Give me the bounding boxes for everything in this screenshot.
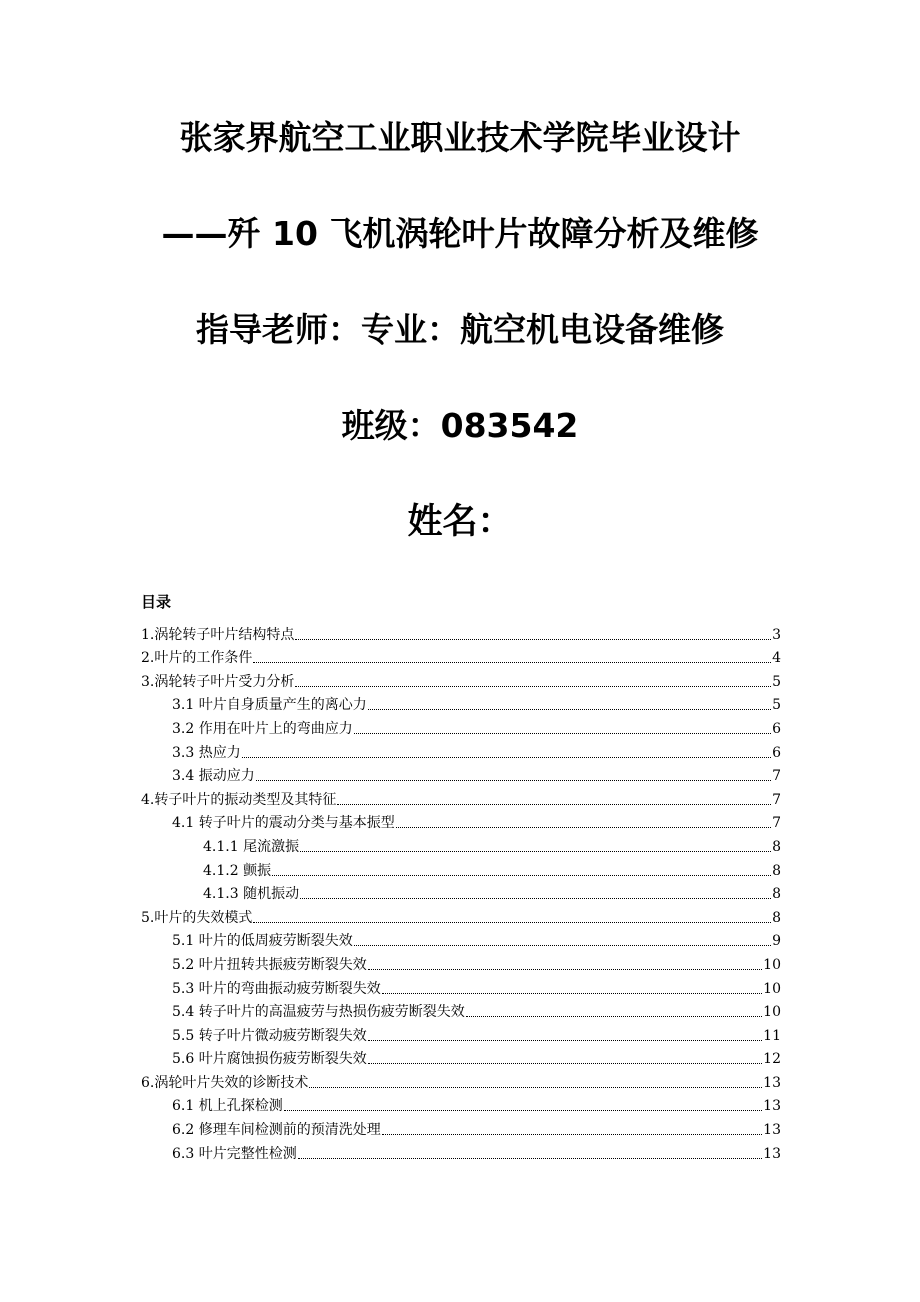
toc-entry-label: 5.2 叶片扭转共振疲劳断裂失效 [172, 956, 367, 973]
toc-entry-page: 8 [772, 838, 781, 855]
toc-entry-page: 10 [763, 956, 781, 973]
toc-entry-page: 13 [763, 1098, 781, 1115]
toc-dot-leader [368, 709, 771, 710]
toc-entry-page: 13 [763, 1145, 781, 1162]
toc-entry-page: 11 [763, 1027, 781, 1044]
toc-dot-leader [253, 662, 771, 663]
toc-entry-label: 5.6 叶片腐蚀损伤疲劳断裂失效 [172, 1051, 367, 1068]
advisor-major-line: 指导老师：专业：航空机电设备维修 [196, 310, 724, 349]
toc-entry-label: 3.1 叶片自身质量产生的离心力 [172, 697, 367, 714]
toc-dot-leader [368, 1063, 762, 1064]
toc-entry-page: 10 [763, 980, 781, 997]
class-line: 班级：083542 [341, 406, 579, 445]
toc-entry-page: 12 [763, 1051, 781, 1068]
toc-entry-label: 5.3 叶片的弯曲振动疲劳断裂失效 [172, 980, 381, 997]
toc-dot-leader [466, 1016, 762, 1017]
thesis-title: ——歼 10 飞机涡轮叶片故障分析及维修 [161, 214, 759, 253]
toc-entry-page: 7 [772, 815, 781, 832]
toc-entry-page: 13 [763, 1074, 781, 1091]
toc-dot-leader [298, 1158, 762, 1159]
toc-entry-page: 7 [772, 791, 781, 808]
table-of-contents [141, 620, 781, 1163]
toc-entry[interactable] [141, 738, 781, 762]
toc-entry[interactable] [141, 1045, 781, 1069]
toc-entry[interactable] [141, 667, 781, 691]
toc-dot-leader [256, 780, 771, 781]
toc-entry[interactable] [141, 785, 781, 809]
toc-dot-leader [368, 969, 762, 970]
toc-entry-label: 4.1.3 随机振动 [203, 886, 300, 903]
toc-dot-leader [396, 827, 771, 828]
toc-entry[interactable] [141, 1021, 781, 1045]
toc-entry-label: 5.1 叶片的低周疲劳断裂失效 [172, 933, 353, 950]
toc-entry[interactable] [141, 1139, 781, 1163]
toc-entry-label: 5.4 转子叶片的高温疲劳与热损伤疲劳断裂失效 [172, 1004, 465, 1021]
toc-entry[interactable] [141, 880, 781, 904]
toc-entry-label: 6.3 叶片完整性检测 [172, 1145, 297, 1162]
toc-entry-label: 4.1 转子叶片的震动分类与基本振型 [172, 815, 395, 832]
toc-dot-leader [382, 993, 762, 994]
toc-entry-label: 4.1.1 尾流激振 [203, 838, 300, 855]
toc-entry-page: 9 [772, 933, 781, 950]
toc-entry-page: 13 [763, 1122, 781, 1139]
toc-entry[interactable] [141, 691, 781, 715]
toc-entry[interactable] [141, 644, 781, 668]
toc-dot-leader [242, 757, 771, 758]
toc-entry[interactable] [141, 856, 781, 880]
toc-dot-leader [368, 1040, 762, 1041]
toc-entry[interactable] [141, 832, 781, 856]
toc-entry[interactable] [141, 998, 781, 1022]
toc-dot-leader [300, 851, 771, 852]
toc-dot-leader [272, 875, 771, 876]
toc-dot-leader [382, 1134, 762, 1135]
toc-entry-label: 6.涡轮叶片失效的诊断技术 [141, 1074, 309, 1091]
toc-entry[interactable] [141, 1068, 781, 1092]
toc-dot-leader [300, 898, 771, 899]
toc-entry-label: 4.1.2 颤振 [203, 862, 272, 879]
toc-entry[interactable] [141, 927, 781, 951]
toc-entry-label: 1.涡轮转子叶片结构特点 [141, 626, 295, 643]
toc-entry-page: 4 [772, 650, 781, 667]
toc-entry[interactable] [141, 714, 781, 738]
toc-entry-page: 6 [772, 720, 781, 737]
toc-entry[interactable] [141, 1092, 781, 1116]
school-title: 张家界航空工业职业技术学院毕业设计 [179, 118, 741, 157]
toc-entry-page: 7 [772, 768, 781, 785]
toc-entry[interactable] [141, 620, 781, 644]
toc-entry-page: 6 [772, 744, 781, 761]
toc-dot-leader [309, 1087, 762, 1088]
toc-dot-leader [354, 945, 771, 946]
toc-entry[interactable] [141, 903, 781, 927]
toc-entry-page: 8 [772, 862, 781, 879]
toc-entry-label: 5.叶片的失效模式 [141, 909, 253, 926]
toc-entry-page: 8 [772, 886, 781, 903]
toc-entry[interactable] [141, 950, 781, 974]
toc-dot-leader [354, 733, 771, 734]
toc-entry[interactable] [141, 762, 781, 786]
toc-dot-leader [295, 686, 771, 687]
toc-entry-label: 3.涡轮转子叶片受力分析 [141, 673, 295, 690]
toc-entry-label: 6.2 修理车间检测前的预清洗处理 [172, 1122, 381, 1139]
toc-entry-label: 3.3 热应力 [172, 744, 241, 761]
name-line: 姓名： [407, 502, 513, 542]
toc-entry-label: 3.2 作用在叶片上的弯曲应力 [172, 720, 353, 737]
toc-entry[interactable] [141, 974, 781, 998]
toc-entry-page: 5 [772, 673, 781, 690]
toc-dot-leader [253, 922, 771, 923]
toc-entry-label: 6.1 机上孔探检测 [172, 1098, 283, 1115]
toc-entry-page: 8 [772, 909, 781, 926]
toc-entry-page: 5 [772, 697, 781, 714]
toc-heading: 目录 [141, 593, 172, 611]
toc-entry-label: 3.4 振动应力 [172, 768, 255, 785]
toc-entry-label: 4.转子叶片的振动类型及其特征 [141, 791, 337, 808]
toc-entry-page: 10 [763, 1004, 781, 1021]
toc-entry[interactable] [141, 809, 781, 833]
toc-entry[interactable] [141, 1115, 781, 1139]
toc-entry-label: 5.5 转子叶片微动疲劳断裂失效 [172, 1027, 367, 1044]
toc-dot-leader [284, 1110, 762, 1111]
toc-dot-leader [295, 639, 771, 640]
toc-entry-label: 2.叶片的工作条件 [141, 650, 253, 667]
toc-entry-page: 3 [772, 626, 781, 643]
toc-dot-leader [337, 804, 771, 805]
